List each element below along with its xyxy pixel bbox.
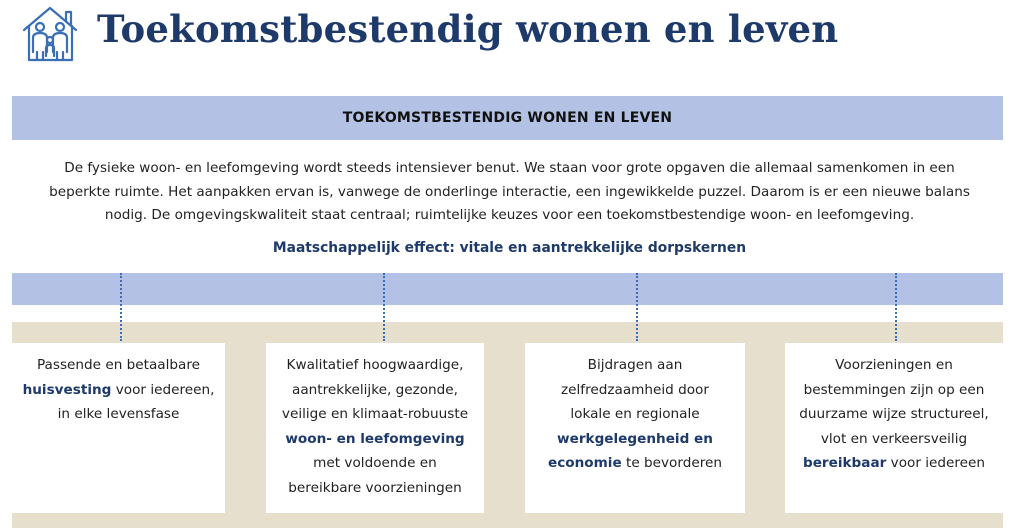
- card-line: voor iedereen,: [111, 381, 215, 398]
- connector-line-3: [636, 273, 638, 341]
- card-line: bereikbare voorzieningen: [288, 479, 462, 496]
- card-line: Kwalitatief hoogwaardige,: [286, 357, 464, 373]
- intro-line-2: beperkte ruimte. Het aanpakken ervan is, vanwege de onderlinge interactie, een ingewikkelde puzzel. Daarom is er een nieuwe balans: [49, 183, 970, 200]
- card-line: zelfredzaamheid door: [561, 381, 709, 398]
- page-title: Toekomstbestendig wonen en leven: [97, 7, 839, 51]
- card-keyword: woon- en leefomgeving: [285, 430, 465, 447]
- section-banner-label: TOEKOMSTBESTENDIG WONEN EN LEVEN: [342, 110, 673, 126]
- card-line: veilige en klimaat-robuuste: [281, 406, 469, 422]
- card-line: Voorzieningen en: [835, 357, 953, 373]
- card-keyword: huisvesting: [22, 381, 112, 398]
- connector-line-1: [120, 273, 122, 341]
- card-line: vlot en verkeersveilig: [820, 430, 968, 447]
- societal-effect-heading: Maatschappelijk effect: vitale en aantrekkelijke dorpskernen: [272, 240, 747, 256]
- connector-bar: [12, 273, 1003, 305]
- card-line: met voldoende en: [313, 455, 437, 471]
- card-keyword: economie: [548, 455, 622, 471]
- intro-paragraph: [22, 157, 997, 228]
- connector-line-4: [895, 273, 897, 341]
- card-keyword: bereikbaar: [802, 455, 887, 471]
- goal-card-employment: [525, 343, 745, 513]
- connector-line-2: [383, 273, 385, 341]
- card-line: voor iedereen: [886, 455, 986, 471]
- page-header: [0, 0, 1019, 64]
- card-line: aantrekkelijke, gezonde,: [292, 381, 458, 398]
- card-keyword: werkgelegenheid en: [557, 430, 713, 447]
- card-line: duurzame wijze structureel,: [799, 406, 989, 422]
- family-house-icon: [20, 4, 82, 62]
- goal-card-living-environment: [266, 343, 484, 513]
- intro-line-1: De fysieke woon- en leefomgeving wordt steeds intensiever benut. We staan voor grote opgaven die allemaal samenkomen in een: [64, 160, 955, 176]
- card-line: te bevorderen: [621, 455, 722, 471]
- intro-line-3: nodig. De omgevingskwaliteit staat centraal; ruimtelijke keuzes voor een toekomstbestendige woon- en leefomgeving.: [104, 207, 915, 223]
- goal-card-accessibility: [785, 343, 1003, 513]
- goal-card-housing: [12, 343, 225, 513]
- card-line: lokale en regionale: [570, 406, 700, 422]
- card-line: in elke levensfase: [57, 406, 180, 422]
- card-line: bestemmingen zijn op een: [803, 381, 985, 398]
- card-line: Passende en betaalbare: [36, 357, 201, 373]
- card-line: Bijdragen aan: [587, 357, 683, 373]
- section-banner: [12, 96, 1003, 140]
